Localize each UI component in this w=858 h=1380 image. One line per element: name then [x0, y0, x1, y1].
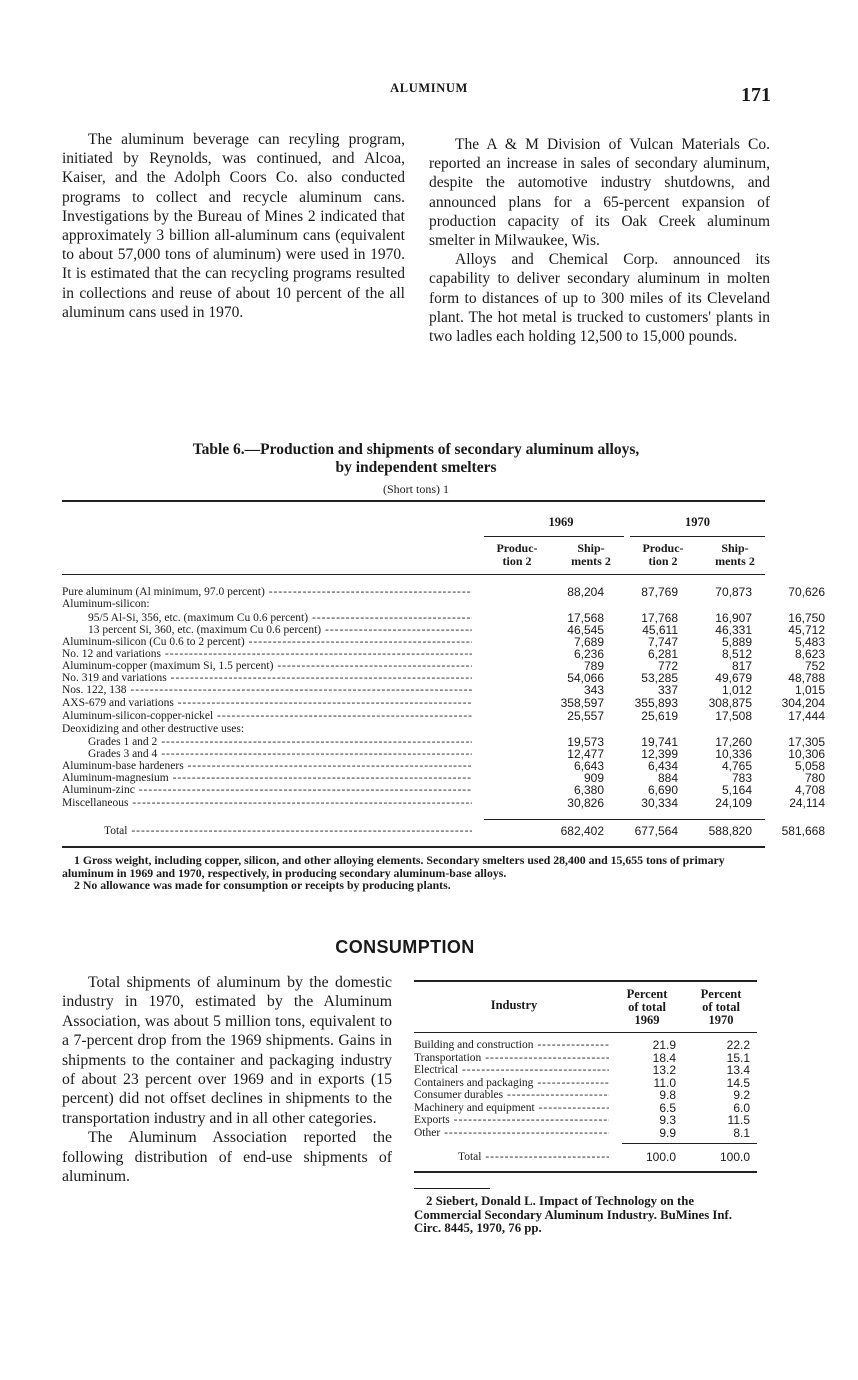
- table6-footnote-2: 2 No allowance was made for consumption or receipts by producing plants.: [74, 878, 451, 892]
- row-label: Nos. 122, 138 -----: [62, 684, 472, 696]
- cell: 5,483: [794, 635, 825, 649]
- cell: 17,508: [715, 709, 752, 723]
- row-label: Aluminum-silicon-copper-nickel -----: [62, 710, 472, 722]
- cell: 10,306: [788, 747, 825, 761]
- cell: 6,643: [573, 759, 604, 773]
- cell: 24,114: [789, 796, 825, 810]
- table6-col-production-1970: [630, 542, 696, 568]
- cell: 11.5: [727, 1113, 750, 1127]
- paragraph: The Aluminum Association reported the following distribution of end-use shipments of aluminum.: [62, 1129, 392, 1186]
- row-label: Aluminum-silicon:: [62, 598, 150, 610]
- cell: 10,336: [715, 747, 752, 761]
- cell: 88,204: [567, 585, 604, 599]
- cell: 6,690: [647, 783, 678, 797]
- table6-top-rule: [62, 500, 765, 502]
- row-label: Building and construction -----: [414, 1039, 609, 1051]
- col-label: 1970: [708, 1013, 734, 1027]
- cell: 8,512: [721, 647, 752, 661]
- cell: 9.3: [659, 1113, 676, 1127]
- cell: 53,285: [641, 671, 678, 685]
- cell: 8.1: [733, 1125, 750, 1140]
- table6-row: [62, 783, 825, 797]
- col-label: Percent: [626, 987, 668, 1001]
- cell: 25,557: [567, 709, 604, 723]
- cell: 884: [657, 771, 678, 785]
- cell: 49,679: [715, 671, 752, 685]
- row-label: 13 percent Si, 360, etc. (maximum Cu 0.6 percent) -----: [88, 624, 472, 636]
- table7-bottom-rule: [414, 1171, 757, 1173]
- row-label: Miscellaneous -----: [62, 797, 472, 809]
- cell: 588,820: [708, 824, 752, 838]
- table7-top-rule: [414, 980, 757, 982]
- cell: 12,477: [567, 747, 604, 761]
- cell: 6,380: [573, 783, 604, 797]
- row-label: AXS-679 and variations -----: [62, 697, 472, 709]
- cell: 70,626: [788, 585, 825, 599]
- row-label: Grades 3 and 4 -----: [88, 748, 472, 760]
- cell: 30,826: [567, 796, 604, 810]
- cell: 304,204: [781, 696, 825, 710]
- cell: 30,334: [641, 796, 678, 810]
- cell: 7,689: [573, 635, 604, 649]
- paragraph: Alloys and Chemical Corp. announced its capability to deliver secondary aluminum in molten form to distances of up to 300 miles of its Cleveland plant. The hot metal is trucked to customers' plants in two ladles each holding 12,500 to 15,000 pounds.: [429, 251, 770, 346]
- paragraph: The aluminum beverage can recyling program, initiated by Reynolds, was continued, and Alcoa, Kaiser, and the Adolph Coors Co. also conducted programs to collect and recycle aluminum cans. Investigations by the Bureau of Mines 2 indicated that approximately 3 billion all-aluminum cans (equivalent to about 57,000 tons of aluminum) were used in 1970. It is estimated that the can recycling programs resulted in collections and reuse of about 10 percent of the all aluminum cans used in 1970.: [62, 131, 405, 321]
- cell: 19,741: [641, 735, 678, 749]
- table6-title-line1: Table 6.—Production and shipments of secondary aluminum alloys,: [192, 441, 640, 458]
- table6-year-1970: 1970: [685, 515, 710, 529]
- cell: 25,619: [641, 709, 678, 723]
- table7-total-rule: [622, 1143, 757, 1144]
- table7-row: [414, 1127, 757, 1139]
- col-label: ments 2: [571, 554, 611, 568]
- row-label: Consumer durables -----: [414, 1089, 609, 1101]
- cell: 14.5: [726, 1075, 750, 1090]
- cell: 46,331: [715, 623, 752, 637]
- cell: 22.2: [726, 1038, 750, 1052]
- row-label: Total -----: [104, 825, 472, 837]
- cell: 581,668: [781, 824, 825, 838]
- table6-caption: [62, 441, 770, 477]
- cell: 45,712: [788, 623, 825, 637]
- table6-row: [62, 598, 765, 610]
- cell: 87,769: [641, 585, 678, 599]
- table6-row: [62, 709, 825, 723]
- row-label: Other -----: [414, 1127, 609, 1139]
- left-column-bottom: [62, 973, 392, 1186]
- table7-col-1969: [614, 988, 680, 1027]
- table6-row: [62, 696, 825, 710]
- col-label: 1969: [634, 1013, 660, 1027]
- cell: 780: [804, 771, 825, 785]
- cell: 1,015: [794, 683, 825, 697]
- cell: 9.8: [659, 1088, 676, 1102]
- row-label: Aluminum-silicon (Cu 0.6 to 2 percent) -----: [62, 636, 472, 648]
- table6-col-production-1969: [484, 542, 550, 568]
- cell: 70,873: [715, 585, 752, 599]
- cell: 17,444: [788, 709, 825, 723]
- table7-row: [414, 1039, 757, 1051]
- left-column-top: [62, 130, 405, 322]
- table6-row: [62, 585, 825, 599]
- row-label: Grades 1 and 2 -----: [88, 736, 472, 748]
- cell: 7,747: [647, 635, 678, 649]
- cell: 337: [657, 683, 678, 697]
- row-label: Pure aluminum (Al minimum, 97.0 percent) -----: [62, 586, 472, 598]
- cell: 19,573: [567, 735, 604, 749]
- table6-total-rule: [484, 819, 765, 820]
- col-label: of total: [628, 1000, 666, 1014]
- page-header-title: ALUMINUM: [390, 81, 468, 95]
- table6-year-rule: [630, 536, 765, 537]
- row-label: Deoxidizing and other destructive uses:: [62, 723, 245, 735]
- table6-total-row: [62, 824, 825, 838]
- table6-header-rule: [62, 574, 765, 575]
- row-label: Exports -----: [414, 1114, 609, 1126]
- footnote-rule: [414, 1188, 490, 1189]
- cell: 16,907: [715, 611, 752, 625]
- col-label: tion 2: [502, 554, 532, 568]
- table7-row: [414, 1077, 757, 1089]
- cell: 17,568: [567, 611, 604, 625]
- cell: 100.0: [719, 1150, 750, 1164]
- cell: 817: [731, 659, 752, 673]
- cell: 17,768: [641, 611, 678, 625]
- row-label: 95/5 Al-Si, 356, etc. (maximum Cu 0.6 percent) -----: [88, 612, 472, 624]
- page-number: 171: [741, 84, 771, 106]
- cell: 18.4: [652, 1050, 676, 1065]
- cell: 6,236: [573, 647, 604, 661]
- cell: 772: [657, 659, 678, 673]
- cell: 21.9: [652, 1038, 676, 1052]
- cell: 17,260: [715, 735, 752, 749]
- cell: 100.0: [645, 1150, 676, 1164]
- cell: 752: [804, 659, 825, 673]
- right-column-top: [429, 135, 770, 346]
- table6-col-shipments-1970: [702, 542, 768, 568]
- cell: 4,708: [794, 783, 825, 797]
- cell: 783: [731, 771, 752, 785]
- cell: 789: [583, 659, 604, 673]
- row-label: Electrical -----: [414, 1064, 609, 1076]
- cell: 54,066: [567, 671, 604, 685]
- cell: 11.0: [653, 1075, 676, 1090]
- cell: 355,893: [634, 696, 678, 710]
- cell: 9.2: [733, 1088, 750, 1102]
- table6-unit: (Short tons) 1: [383, 482, 449, 496]
- cell: 24,109: [715, 796, 752, 810]
- cell: 16,750: [788, 611, 825, 625]
- cell: 8,623: [794, 647, 825, 661]
- cell: 1,012: [721, 683, 752, 697]
- col-label: Produc-: [642, 541, 684, 555]
- table7-row: [414, 1102, 757, 1114]
- footnote-siebert: 2 Siebert, Donald L. Impact of Technology on the Commercial Secondary Aluminum Industry. BuMines Inf. Circ. 8445, 1970, 76 pp.: [414, 1194, 732, 1235]
- col-label: Ship-: [577, 541, 605, 555]
- cell: 5,058: [794, 759, 825, 773]
- cell: 682,402: [560, 824, 604, 838]
- cell: 308,875: [708, 696, 752, 710]
- row-label: Aluminum-zinc -----: [62, 784, 472, 796]
- col-label: Percent: [700, 987, 742, 1001]
- table7-header-rule: [414, 1032, 757, 1033]
- row-label: Aluminum-base hardeners -----: [62, 760, 472, 772]
- cell: 46,545: [567, 623, 604, 637]
- col-label: Produc-: [496, 541, 538, 555]
- col-label: Ship-: [721, 541, 749, 555]
- cell: 4,765: [721, 759, 752, 773]
- table6-title-line2: by independent smelters: [335, 459, 497, 476]
- row-label: Machinery and equipment -----: [414, 1102, 609, 1114]
- col-label: tion 2: [648, 554, 678, 568]
- table6-bottom-rule: [62, 846, 765, 848]
- cell: 5,164: [721, 783, 752, 797]
- cell: 13.2: [652, 1063, 676, 1077]
- cell: 343: [583, 683, 604, 697]
- cell: 6.5: [659, 1100, 676, 1115]
- row-label: Aluminum-magnesium -----: [62, 772, 472, 784]
- table7-row: [414, 1114, 757, 1126]
- table6-row: [62, 683, 825, 697]
- row-label: No. 319 and variations -----: [62, 672, 472, 684]
- table7-col-industry: Industry: [490, 998, 538, 1012]
- paragraph: Total shipments of aluminum by the domestic industry in 1970, estimated by the Aluminum Association, was about 5 million tons, equivalent to a 7-percent drop from the 1969 shipments. Gains in shipments to the container and packaging industry of about 23 percent over 1969 and in exports (15 percent) did not offset declines in shipments to the transportation industry and in all other categories.: [62, 974, 392, 1127]
- table6-col-shipments-1969: [558, 542, 624, 568]
- cell: 45,611: [642, 623, 678, 637]
- row-label: Transportation -----: [414, 1052, 609, 1064]
- row-label: Containers and packaging -----: [414, 1077, 609, 1089]
- cell: 15.1: [726, 1050, 750, 1065]
- cell: 17,305: [788, 735, 825, 749]
- row-label: Aluminum-copper (maximum Si, 1.5 percent) -----: [62, 660, 472, 672]
- table7-col-1970: [688, 988, 754, 1027]
- col-label: ments 2: [715, 554, 755, 568]
- table6-year-rule: [484, 536, 624, 537]
- row-label: No. 12 and variations -----: [62, 648, 472, 660]
- section-heading-consumption: CONSUMPTION: [335, 937, 475, 957]
- col-label: of total: [702, 1000, 740, 1014]
- cell: 9.9: [659, 1125, 676, 1140]
- table7-total-row: [414, 1151, 757, 1163]
- table6-row: [62, 723, 765, 735]
- cell: 48,788: [788, 671, 825, 685]
- cell: 13.4: [726, 1063, 750, 1077]
- table7-row: [414, 1064, 757, 1076]
- cell: 12,399: [641, 747, 678, 761]
- paragraph: The A & M Division of Vulcan Materials Co. reported an increase in sales of secondary aluminum, despite the automotive industry shutdowns, and announced plans for a 65-percent expansion of production capacity of its Oak Creek aluminum smelter in Milwaukee, Wis.: [429, 136, 770, 250]
- cell: 6,281: [647, 647, 678, 661]
- table6-year-1969: 1969: [548, 515, 574, 529]
- cell: 909: [583, 771, 604, 785]
- cell: 5,889: [721, 635, 752, 649]
- cell: 358,597: [560, 696, 604, 710]
- cell: 6.0: [733, 1100, 750, 1115]
- row-label: Total -----: [458, 1151, 609, 1163]
- table6-footnote-1: 1 Gross weight, including copper, silicon, and other alloying elements. Secondary smelters used 28,400 and 15,655 tons of primary aluminum in 1969 and 1970, respectively, in producing secondary aluminum-base alloys.: [62, 853, 725, 880]
- cell: 6,434: [647, 759, 678, 773]
- table7-row: [414, 1089, 757, 1101]
- table6-row: [62, 796, 825, 810]
- cell: 677,564: [634, 824, 678, 838]
- table7-row: [414, 1052, 757, 1064]
